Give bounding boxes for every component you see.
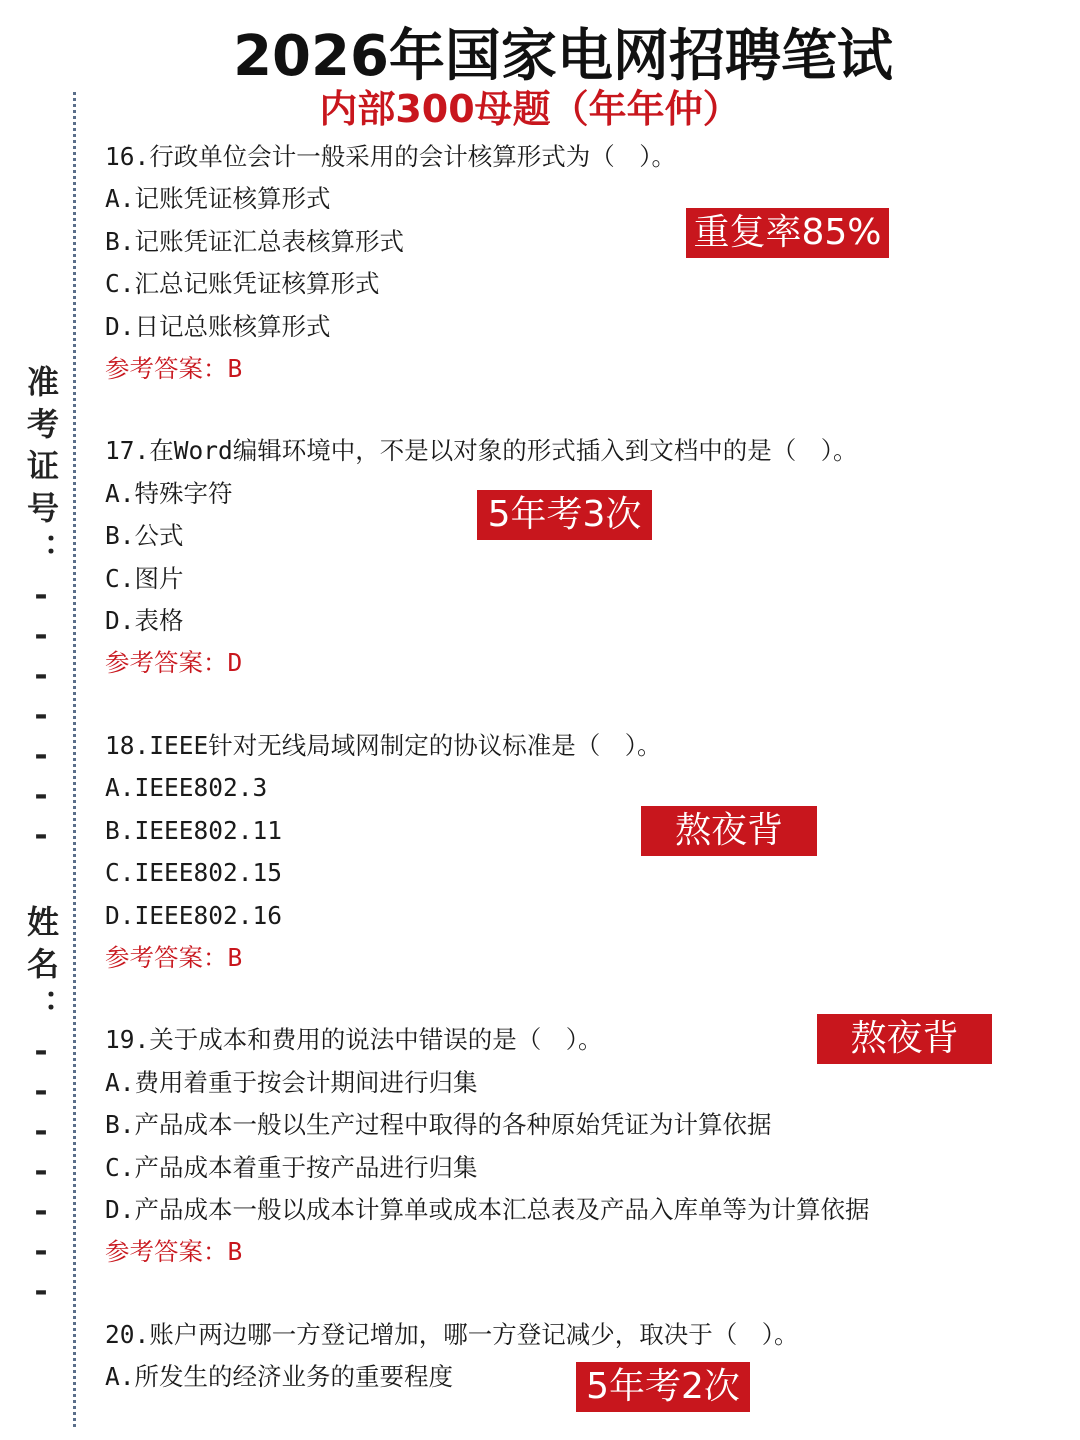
memorize-tag: 熬夜背 — [641, 806, 817, 856]
reference-answer: 参考答案：B — [105, 1237, 243, 1267]
reference-answer: 参考答案：B — [105, 942, 243, 972]
reference-answer: 参考答案：D — [105, 648, 243, 678]
option-d: D.表格 — [105, 606, 184, 636]
frequency-tag: 5年考3次 — [477, 490, 652, 540]
page-title: 2026年国家电网招聘笔试 — [233, 24, 893, 89]
name-blank: ------- — [22, 1031, 60, 1311]
question-list — [105, 136, 1005, 1439]
option-c: C.汇总记账凭证核算形式 — [105, 269, 380, 299]
question-20 — [105, 1314, 1005, 1399]
option-b: B.公式 — [105, 521, 184, 551]
exam-id-field — [20, 365, 64, 855]
option-d: D.产品成本一般以成本计算单或成本汇总表及产品入库单等为计算依据 — [105, 1194, 870, 1224]
exam-id-blank: ------- — [22, 575, 60, 855]
question-text: 18.IEEE针对无线局域网制定的协议标准是（ ）。 — [105, 730, 662, 760]
option-b: B.记账凭证汇总表核算形式 — [105, 226, 404, 256]
memorize-tag: 熬夜背 — [817, 1014, 992, 1064]
question-text: 19.关于成本和费用的说法中错误的是（ ）。 — [105, 1025, 603, 1055]
option-a: A.IEEE802.3 — [105, 773, 268, 803]
option-b: B.产品成本一般以生产过程中取得的各种原始凭证为计算依据 — [105, 1110, 772, 1140]
name-field — [20, 905, 64, 1311]
option-a: A.费用着重于按会计期间进行归集 — [105, 1067, 478, 1097]
frequency-tag: 5年考2次 — [576, 1362, 750, 1412]
option-c: C.IEEE802.15 — [105, 858, 283, 888]
option-c: C.产品成本着重于按产品进行归集 — [105, 1152, 478, 1182]
repeat-rate-tag: 重复率85% — [686, 208, 889, 258]
question-text: 17.在Word编辑环境中，不是以对象的形式插入到文档中的是（ ）。 — [105, 436, 858, 466]
option-c: C.图片 — [105, 563, 184, 593]
option-a: A.特殊字符 — [105, 478, 233, 508]
page-subtitle: 内部300母题（年年仲） — [319, 87, 741, 131]
option-d: D.IEEE802.16 — [105, 900, 283, 930]
option-b: B.IEEE802.11 — [105, 815, 283, 845]
question-17 — [105, 430, 1005, 684]
binding-margin-line — [73, 92, 76, 1427]
question-text: 16.行政单位会计一般采用的会计核算形式为（ ）。 — [105, 142, 676, 171]
option-a: A.所发生的经济业务的重要程度 — [105, 1362, 453, 1392]
question-16 — [105, 136, 1005, 390]
exam-id-label: 准考证号： — [22, 365, 60, 575]
option-a: A.记账凭证核算形式 — [105, 184, 331, 214]
option-d: D.日记总账核算形式 — [105, 311, 331, 341]
name-label: 姓名： — [22, 905, 60, 1031]
question-text: 20.账户两边哪一方登记增加，哪一方登记减少，取决于（ ）。 — [105, 1319, 799, 1349]
question-18 — [105, 725, 1005, 979]
reference-answer: 参考答案：B — [105, 354, 243, 384]
